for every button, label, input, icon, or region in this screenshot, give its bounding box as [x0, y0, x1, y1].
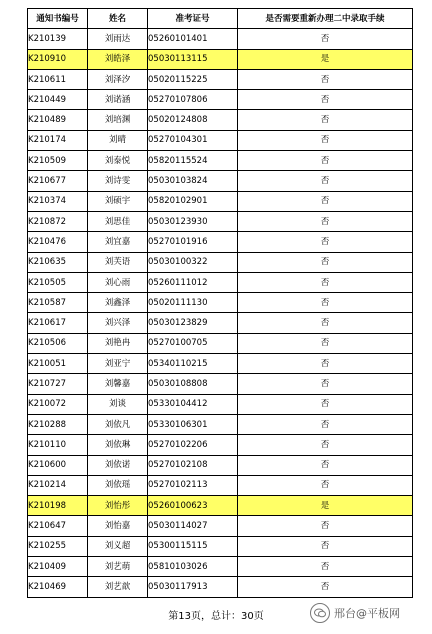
cell-exam-number: 05030123930	[148, 211, 238, 231]
cell-exam-number: 05270101916	[148, 232, 238, 252]
cell-rehandle-flag: 否	[238, 374, 413, 394]
cell-name: 刘宜嘉	[88, 232, 148, 252]
cell-rehandle-flag: 否	[238, 333, 413, 353]
cell-notice-number: K210587	[28, 293, 88, 313]
cell-rehandle-flag: 否	[238, 354, 413, 374]
cell-name: 刘谈	[88, 394, 148, 414]
table-row	[28, 130, 413, 150]
cell-exam-number: 05330106301	[148, 414, 238, 434]
cell-exam-number: 05270104301	[148, 130, 238, 150]
cell-name: 刘皓泽	[88, 49, 148, 69]
cell-exam-number: 05260111012	[148, 272, 238, 292]
cell-exam-number: 05020115225	[148, 69, 238, 89]
cell-name: 刘依瑶	[88, 475, 148, 495]
table-row	[28, 475, 413, 495]
table-row	[28, 333, 413, 353]
table-row	[28, 110, 413, 130]
cell-rehandle-flag: 否	[238, 90, 413, 110]
table-body	[28, 29, 413, 597]
cell-name: 刘怡彤	[88, 496, 148, 516]
cell-rehandle-flag: 是	[238, 49, 413, 69]
cell-notice-number: K210910	[28, 49, 88, 69]
cell-name: 刘芙语	[88, 252, 148, 272]
header-rehandle-flag: 是否需要重新办理二中录取手续	[238, 9, 413, 29]
cell-notice-number: K210198	[28, 496, 88, 516]
cell-notice-number: K210677	[28, 171, 88, 191]
cell-notice-number: K210374	[28, 191, 88, 211]
cell-exam-number: 05030123829	[148, 313, 238, 333]
cell-rehandle-flag: 否	[238, 577, 413, 597]
cell-name: 刘依琳	[88, 435, 148, 455]
table-row	[28, 414, 413, 434]
cell-name: 刘兴泽	[88, 313, 148, 333]
cell-name: 刘馨嘉	[88, 374, 148, 394]
table-header-row	[28, 9, 413, 29]
cell-notice-number: K210872	[28, 211, 88, 231]
cell-exam-number: 05260101401	[148, 29, 238, 49]
cell-notice-number: K210110	[28, 435, 88, 455]
watermark-text: 邢台@平板网	[334, 607, 400, 620]
table-row	[28, 455, 413, 475]
cell-name: 刘心雨	[88, 272, 148, 292]
cell-name: 刘诺涵	[88, 90, 148, 110]
cell-exam-number: 05270107806	[148, 90, 238, 110]
cell-exam-number: 05820102901	[148, 191, 238, 211]
cell-name: 刘怡嘉	[88, 516, 148, 536]
cell-name: 刘艺歆	[88, 577, 148, 597]
cell-exam-number: 05030113115	[148, 49, 238, 69]
cell-exam-number: 05030114027	[148, 516, 238, 536]
table-row	[28, 90, 413, 110]
cell-notice-number: K210617	[28, 313, 88, 333]
cell-name: 刘雨达	[88, 29, 148, 49]
table-row	[28, 374, 413, 394]
table-row	[28, 516, 413, 536]
cell-exam-number: 05020124808	[148, 110, 238, 130]
cell-name: 刘艳冉	[88, 333, 148, 353]
cell-notice-number: K210449	[28, 90, 88, 110]
cell-rehandle-flag: 否	[238, 272, 413, 292]
cell-notice-number: K210635	[28, 252, 88, 272]
table-row	[28, 394, 413, 414]
table-row	[28, 293, 413, 313]
table-row	[28, 252, 413, 272]
cell-name: 刘诗雯	[88, 171, 148, 191]
table-row	[28, 171, 413, 191]
cell-notice-number: K210476	[28, 232, 88, 252]
cell-notice-number: K210469	[28, 577, 88, 597]
cell-notice-number: K210288	[28, 414, 88, 434]
cell-exam-number: 05820115524	[148, 151, 238, 171]
cell-notice-number: K210505	[28, 272, 88, 292]
cell-name: 刘依凡	[88, 414, 148, 434]
cell-rehandle-flag: 否	[238, 455, 413, 475]
cell-notice-number: K210727	[28, 374, 88, 394]
cell-rehandle-flag: 否	[238, 557, 413, 577]
cell-rehandle-flag: 否	[238, 29, 413, 49]
cell-exam-number: 05270102206	[148, 435, 238, 455]
watermark	[310, 602, 400, 624]
cell-name: 刘鑫泽	[88, 293, 148, 313]
cell-rehandle-flag: 否	[238, 414, 413, 434]
table-row	[28, 354, 413, 374]
cell-rehandle-flag: 否	[238, 232, 413, 252]
cell-name: 刘依诺	[88, 455, 148, 475]
table-row	[28, 49, 413, 69]
cell-exam-number: 05260100623	[148, 496, 238, 516]
cell-notice-number: K210600	[28, 455, 88, 475]
table-row	[28, 69, 413, 89]
table-row	[28, 191, 413, 211]
cell-rehandle-flag: 否	[238, 293, 413, 313]
cell-exam-number: 05030103824	[148, 171, 238, 191]
cell-notice-number: K210139	[28, 29, 88, 49]
cell-rehandle-flag: 是	[238, 496, 413, 516]
cell-name: 刘思佳	[88, 211, 148, 231]
table-row	[28, 211, 413, 231]
header-exam-number: 准考证号	[148, 9, 238, 29]
cell-exam-number: 05030108808	[148, 374, 238, 394]
cell-rehandle-flag: 否	[238, 69, 413, 89]
cell-name: 刘晴	[88, 130, 148, 150]
cell-rehandle-flag: 否	[238, 475, 413, 495]
cell-name: 刘泽汐	[88, 69, 148, 89]
cell-notice-number: K210409	[28, 557, 88, 577]
cell-rehandle-flag: 否	[238, 110, 413, 130]
cell-exam-number: 05030117913	[148, 577, 238, 597]
cell-notice-number: K210214	[28, 475, 88, 495]
cell-notice-number: K210509	[28, 151, 88, 171]
cell-name: 刘硕宇	[88, 191, 148, 211]
table-row	[28, 536, 413, 556]
cell-name: 刘义超	[88, 536, 148, 556]
cell-name: 刘艺萌	[88, 557, 148, 577]
cell-rehandle-flag: 否	[238, 394, 413, 414]
cell-exam-number: 05300115115	[148, 536, 238, 556]
cell-exam-number: 05340110215	[148, 354, 238, 374]
cell-name: 刘培渊	[88, 110, 148, 130]
cell-exam-number: 05270102108	[148, 455, 238, 475]
table-row	[28, 496, 413, 516]
table-row	[28, 272, 413, 292]
cell-name: 刘泰悦	[88, 151, 148, 171]
table-row	[28, 232, 413, 252]
cell-rehandle-flag: 否	[238, 211, 413, 231]
wechat-icon	[310, 603, 330, 623]
admission-table	[27, 8, 413, 598]
cell-exam-number: 05330104412	[148, 394, 238, 414]
cell-rehandle-flag: 否	[238, 536, 413, 556]
cell-exam-number: 05270102113	[148, 475, 238, 495]
cell-notice-number: K210072	[28, 394, 88, 414]
cell-rehandle-flag: 否	[238, 435, 413, 455]
cell-rehandle-flag: 否	[238, 252, 413, 272]
table-row	[28, 577, 413, 597]
table-row	[28, 435, 413, 455]
table-row	[28, 313, 413, 333]
cell-rehandle-flag: 否	[238, 516, 413, 536]
cell-notice-number: K210174	[28, 130, 88, 150]
cell-notice-number: K210647	[28, 516, 88, 536]
cell-notice-number: K210051	[28, 354, 88, 374]
cell-name: 刘亚宁	[88, 354, 148, 374]
cell-notice-number: K210489	[28, 110, 88, 130]
cell-rehandle-flag: 否	[238, 313, 413, 333]
cell-rehandle-flag: 否	[238, 191, 413, 211]
cell-notice-number: K210255	[28, 536, 88, 556]
table-row	[28, 557, 413, 577]
cell-rehandle-flag: 否	[238, 151, 413, 171]
cell-exam-number: 05270100705	[148, 333, 238, 353]
table-row	[28, 29, 413, 49]
cell-rehandle-flag: 否	[238, 130, 413, 150]
cell-notice-number: K210506	[28, 333, 88, 353]
cell-rehandle-flag: 否	[238, 171, 413, 191]
page-footer: 第13页，总计：30页	[168, 611, 264, 622]
cell-exam-number: 05810103026	[148, 557, 238, 577]
table-row	[28, 151, 413, 171]
cell-notice-number: K210611	[28, 69, 88, 89]
cell-exam-number: 05020111130	[148, 293, 238, 313]
header-notice-number: 通知书编号	[28, 9, 88, 29]
cell-exam-number: 05030100322	[148, 252, 238, 272]
header-name: 姓名	[88, 9, 148, 29]
